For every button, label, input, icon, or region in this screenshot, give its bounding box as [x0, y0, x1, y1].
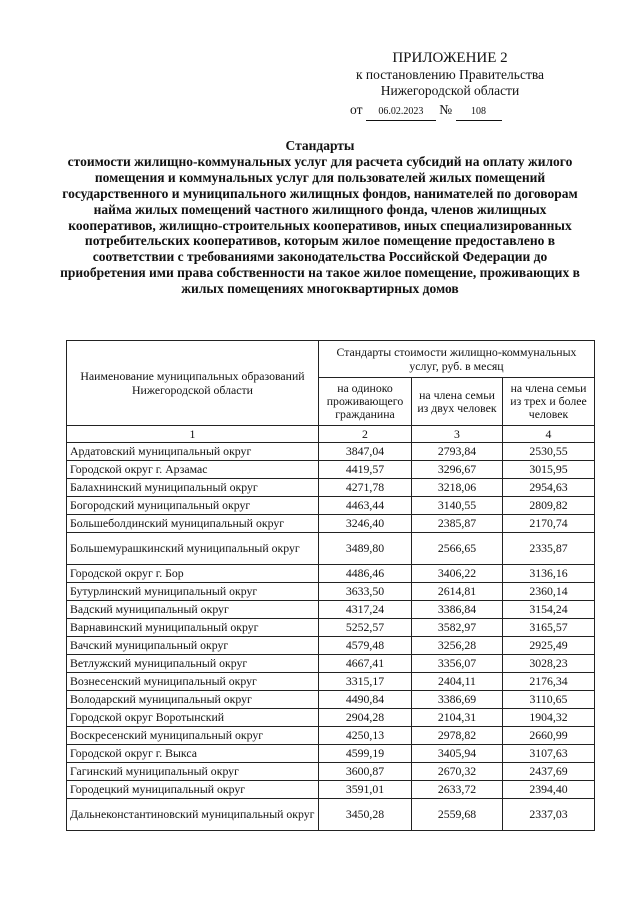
value-two-person: 2559,68	[412, 799, 503, 831]
municipality-name: Балахнинский муниципальный округ	[67, 479, 319, 497]
table-row	[67, 745, 595, 763]
value-single: 4667,41	[319, 655, 412, 673]
value-three-plus: 3028,23	[503, 655, 595, 673]
value-three-plus: 2335,87	[503, 533, 595, 565]
table-row	[67, 727, 595, 745]
table-row	[67, 619, 595, 637]
value-two-person: 3356,07	[412, 655, 503, 673]
value-three-plus: 2954,63	[503, 479, 595, 497]
value-three-plus: 3110,65	[503, 691, 595, 709]
municipality-name: Варнавинский муниципальный округ	[67, 619, 319, 637]
value-three-plus: 3015,95	[503, 461, 595, 479]
municipality-name: Вадский муниципальный округ	[67, 601, 319, 619]
column-number: 3	[412, 426, 503, 443]
value-single: 3600,87	[319, 763, 412, 781]
table-row	[67, 781, 595, 799]
table-row	[67, 461, 595, 479]
value-two-person: 2978,82	[412, 727, 503, 745]
value-three-plus: 2337,03	[503, 799, 595, 831]
appendix-title: ПРИЛОЖЕНИЕ 2	[392, 50, 508, 66]
table-row	[67, 583, 595, 601]
value-two-person: 3386,69	[412, 691, 503, 709]
number-label: №	[439, 102, 453, 117]
value-two-person: 3405,94	[412, 745, 503, 763]
value-two-person: 3140,55	[412, 497, 503, 515]
municipality-name: Городецкий муниципальный округ	[67, 781, 319, 799]
value-three-plus: 2530,55	[503, 443, 595, 461]
municipality-name: Городской округ г. Бор	[67, 565, 319, 583]
header-single: на одиноко проживающего гражданина	[319, 378, 412, 426]
value-three-plus: 3107,63	[503, 745, 595, 763]
municipality-name: Большеболдинский муниципальный округ	[67, 515, 319, 533]
value-two-person: 2614,81	[412, 583, 503, 601]
table-row	[67, 497, 595, 515]
decree-number: 108	[456, 104, 502, 121]
value-single: 3315,17	[319, 673, 412, 691]
table-row	[67, 655, 595, 673]
value-three-plus: 2925,49	[503, 637, 595, 655]
value-three-plus: 3154,24	[503, 601, 595, 619]
value-two-person: 2793,84	[412, 443, 503, 461]
header-standards-group: Стандарты стоимости жилищно-коммунальных услуг, руб. в месяц	[319, 341, 595, 378]
standards-table	[66, 340, 595, 831]
table-row	[67, 443, 595, 461]
value-two-person: 3218,06	[412, 479, 503, 497]
value-single: 3246,40	[319, 515, 412, 533]
value-two-person: 2670,32	[412, 763, 503, 781]
value-single: 4317,24	[319, 601, 412, 619]
value-single: 4463,44	[319, 497, 412, 515]
header-municipality: Наименование муниципальных образований Нижегородской области	[67, 341, 319, 426]
heading-body: стоимости жилищно-коммунальных услуг для расчета субсидий на оплату жилого помещения и коммунальных услуг для пользователей жилых помещений государственного и муниципального жилищных фондов, нанимателей по договорам найма жилых помещений частного жилищного фонда, членов жилищных кооперативов, жилищно-строительных кооперативов, иных специализированных потребительских кооперативов, которым жилое помещение предоставлено в соответствии с требованиями законодательства Российской Федерации до приобретения ими права собственности на такое жилое помещение, проживающих в жилых помещениях многоквартирных домов	[60, 153, 580, 297]
value-single: 4419,57	[319, 461, 412, 479]
municipality-name: Ветлужский муниципальный округ	[67, 655, 319, 673]
value-single: 3633,50	[319, 583, 412, 601]
appendix-decree: к постановлению Правительства	[355, 67, 545, 82]
municipality-name: Богородский муниципальный округ	[67, 497, 319, 515]
value-two-person: 2566,65	[412, 533, 503, 565]
heading-title: Стандарты	[285, 138, 355, 153]
municipality-name: Гагинский муниципальный округ	[67, 763, 319, 781]
value-three-plus: 2170,74	[503, 515, 595, 533]
value-two-person: 3406,22	[412, 565, 503, 583]
value-three-plus: 2360,14	[503, 583, 595, 601]
value-two-person: 2104,31	[412, 709, 503, 727]
value-single: 4490,84	[319, 691, 412, 709]
decree-date: 06.02.2023	[366, 104, 436, 121]
value-single: 4599,19	[319, 745, 412, 763]
value-two-person: 2633,72	[412, 781, 503, 799]
table-row	[67, 533, 595, 565]
municipality-name: Большемурашкинский муниципальный округ	[67, 533, 319, 565]
value-two-person: 3582,97	[412, 619, 503, 637]
value-three-plus: 2437,69	[503, 763, 595, 781]
value-two-person: 2404,11	[412, 673, 503, 691]
table-row	[67, 637, 595, 655]
municipality-name: Бутурлинский муниципальный округ	[67, 583, 319, 601]
value-single: 3489,80	[319, 533, 412, 565]
value-three-plus: 3136,16	[503, 565, 595, 583]
value-single: 5252,57	[319, 619, 412, 637]
municipality-name: Ардатовский муниципальный округ	[67, 443, 319, 461]
municipality-name: Володарский муниципальный округ	[67, 691, 319, 709]
table-row	[67, 709, 595, 727]
value-two-person: 3256,28	[412, 637, 503, 655]
value-single: 2904,28	[319, 709, 412, 727]
document-heading	[60, 138, 580, 297]
column-number: 1	[67, 426, 319, 443]
value-two-person: 3386,84	[412, 601, 503, 619]
column-number: 4	[503, 426, 595, 443]
appendix-date-number	[350, 102, 550, 121]
municipality-name: Вачский муниципальный округ	[67, 637, 319, 655]
table-row	[67, 673, 595, 691]
table-row	[67, 799, 595, 831]
municipality-name: Городской округ Воротынский	[67, 709, 319, 727]
value-single: 3591,01	[319, 781, 412, 799]
value-two-person: 3296,67	[412, 461, 503, 479]
value-three-plus: 2394,40	[503, 781, 595, 799]
municipality-name: Городской округ г. Арзамас	[67, 461, 319, 479]
value-single: 4579,48	[319, 637, 412, 655]
municipality-name: Дальнеконстантиновский муниципальный округ	[67, 799, 319, 831]
value-single: 3847,04	[319, 443, 412, 461]
value-three-plus: 3165,57	[503, 619, 595, 637]
column-number: 2	[319, 426, 412, 443]
table-row	[67, 691, 595, 709]
value-single: 4250,13	[319, 727, 412, 745]
table-row	[67, 515, 595, 533]
value-single: 3450,28	[319, 799, 412, 831]
value-three-plus: 2176,34	[503, 673, 595, 691]
appendix-region: Нижегородской области	[380, 83, 520, 98]
value-three-plus: 1904,32	[503, 709, 595, 727]
value-three-plus: 2660,99	[503, 727, 595, 745]
header-three-plus: на члена семьи из трех и более человек	[503, 378, 595, 426]
value-single: 4271,78	[319, 479, 412, 497]
value-single: 4486,46	[319, 565, 412, 583]
header-two-person: на члена семьи из двух человек	[412, 378, 503, 426]
table-row	[67, 479, 595, 497]
value-three-plus: 2809,82	[503, 497, 595, 515]
municipality-name: Воскресенский муниципальный округ	[67, 727, 319, 745]
table-row	[67, 565, 595, 583]
table-row	[67, 763, 595, 781]
municipality-name: Вознесенский муниципальный округ	[67, 673, 319, 691]
municipality-name: Городской округ г. Выкса	[67, 745, 319, 763]
table-row	[67, 601, 595, 619]
from-label: от	[350, 102, 363, 117]
value-two-person: 2385,87	[412, 515, 503, 533]
